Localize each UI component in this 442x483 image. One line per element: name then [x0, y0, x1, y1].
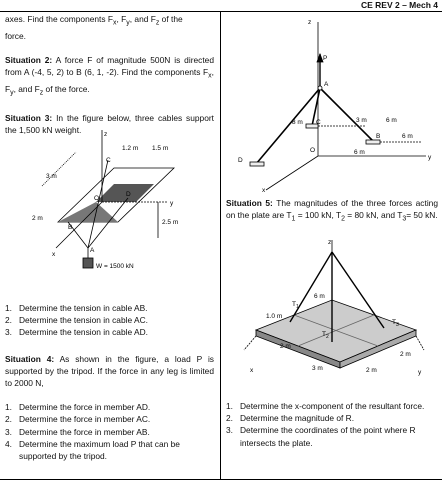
situation-4: Situation 4: As shown in the figure, a load P is supported by the tripod. If the force in any leg is limited to 2000 N,: [5, 353, 214, 389]
question-item: 1. Determine the tension in cable AB.: [5, 303, 148, 313]
figure3-z: z: [328, 239, 332, 246]
figure2-p: P: [323, 55, 328, 62]
weight-block: [83, 258, 93, 268]
figure3-dim-2c: 2 m: [400, 351, 411, 358]
situation-5: Situation 5: The magnitudes of the three forces acting on the plate are $T_1 = 100$ kN, $T_2 = 80$ kN, and $T_3= 50$ kN.: [226, 198, 438, 223]
situation-4-label: Situation 4:: [5, 353, 55, 364]
figure3-t3: $T_3$: [392, 319, 399, 328]
figure1-dim-3: 3 m: [46, 173, 57, 180]
figure2-d: D: [238, 157, 243, 164]
figure3-t1: $T_1$: [292, 301, 299, 310]
figure2-b: B: [376, 133, 381, 140]
figure-tripod: [226, 14, 438, 194]
figure1-dim-12: 1.2 m: [122, 145, 139, 152]
situation-5-questions-block: [226, 400, 438, 449]
figure1-dim-15: 1.5 m: [152, 145, 169, 152]
figure3-dim-10: 1.0 m: [266, 313, 283, 320]
situation-3: Situation 3: In the figure below, three cables support the 1,500 kN weight.: [5, 113, 214, 136]
figure2-x: x: [262, 187, 266, 194]
question-item: 3. Determine the coordinates of the point where R intersects the plate.: [226, 425, 416, 448]
page-header: [0, 0, 442, 11]
question-item: 1. Determine the force in member AD.: [5, 402, 151, 413]
figure2-z: z: [308, 19, 312, 26]
question-item: 4. Determine the maximum load P that can be supported by the tripod.: [5, 438, 180, 462]
intro-text: axes. Find the components $F_x$, $F_y$, and $F_z$ of the force.: [5, 14, 183, 41]
question-item: 1. Determine the x-component of the resultant force.: [226, 401, 425, 411]
figure3-dim-2b: 2 m: [366, 367, 377, 374]
figure3-dim-2a: 2 m: [280, 343, 291, 350]
figure2-dim-8: 8 m: [292, 119, 303, 126]
figure3-dim-6: 6 m: [314, 293, 325, 300]
figure1-c: C: [106, 157, 111, 164]
figure1-x: x: [52, 251, 56, 258]
figure-plate-forces: [240, 238, 430, 388]
figure2-a: A: [324, 81, 329, 88]
figure2-dim-6a: 6 m: [386, 117, 397, 124]
left-column: [5, 13, 214, 136]
situation-3-questions: [5, 302, 214, 339]
figure1-a: A: [90, 247, 95, 254]
figure1-weight: W = 1500 kN: [96, 263, 134, 270]
course-title: CE REV 2 – Mech 4: [360, 0, 438, 10]
figure2-c: C: [316, 119, 321, 126]
left-column-lower: [5, 302, 214, 462]
figure2-dim-6b: 6 m: [402, 133, 413, 140]
figure1-dim-2: 2 m: [32, 215, 43, 222]
question-item: 2. Determine the tension in cable AC.: [5, 315, 148, 326]
figure1-b: B: [68, 224, 73, 231]
tripod-leg-ab: [320, 88, 374, 142]
figure-cable-support: [28, 130, 198, 280]
figure2-y: y: [428, 154, 432, 161]
column-divider: [220, 11, 221, 480]
header-rule: [0, 11, 442, 12]
situation-2: Situation 2: A force F of magnitude 500N is directed from A (-4, 5, 2) to B (6, 1, -2). Find the components $F_x$, $F_y$, and $F_z$ of the force.: [5, 55, 214, 97]
question-item: 2. Determine the magnitude of R.: [226, 413, 355, 424]
figure1-dim-25: 2.5 m: [162, 219, 179, 226]
figure3-t2: $T_2$: [322, 331, 329, 340]
situation-5-questions: [226, 400, 438, 449]
figure1-y: y: [170, 200, 174, 207]
situation-5-block: [226, 197, 438, 226]
situation-4-questions: [5, 401, 214, 462]
question-item: 3. Determine the tension in cable AD.: [5, 327, 148, 338]
figure1-d: D: [126, 191, 131, 198]
situation-3-label: Situation 3:: [5, 113, 53, 124]
figure3-x: x: [250, 367, 254, 374]
figure1-o: O: [94, 195, 100, 202]
situation-5-label: Situation 5:: [226, 198, 273, 208]
figure2-dim-3: 3 m: [356, 117, 367, 124]
question-item: 3. Determine the force in member AB.: [5, 426, 150, 437]
figure2-dim-6c: 6 m: [354, 149, 365, 156]
bottom-rule: [0, 479, 442, 480]
figure3-y: y: [418, 369, 422, 376]
figure3-dim-3: 3 m: [312, 365, 323, 372]
question-item: 2. Determine the force in member AC.: [5, 414, 151, 425]
figure2-o: O: [310, 147, 316, 154]
situation-2-label: Situation 2:: [5, 55, 53, 66]
plate-top: [256, 300, 416, 362]
figure1-z: z: [104, 131, 108, 138]
